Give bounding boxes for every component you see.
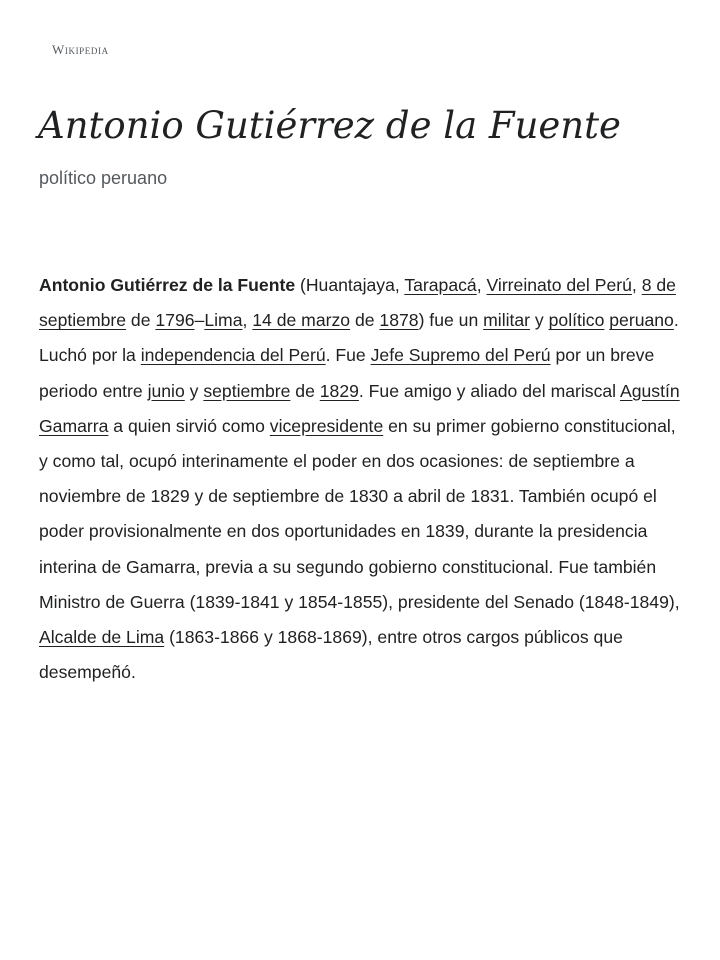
link-tarapaca[interactable]: Tarapacá: [404, 275, 477, 295]
paragraph-text: por un breve periodo entre: [39, 345, 655, 401]
link-peruano[interactable]: peruano: [609, 310, 674, 331]
paragraph-text: ,: [476, 275, 487, 295]
paragraph-text: de: [126, 310, 156, 331]
paragraph-text: –: [194, 310, 205, 331]
link-militar[interactable]: militar: [483, 310, 531, 331]
paragraph-text: en su primer gobierno constitucional, y como tal, ocupó interinamente el poder en dos ocasiones: de septiembre a noviembre de 1829 y de septiembre de 1830 a abril de 1831. También ocupó el poder provisionalmente en dos oportunidades en 1839, durante la presidencia interina de Gamarra, previa a su segundo gobierno constitucional. Fue también Ministro de Guerra (1839-1841 y 1854-1855), presidente del Senado (1848-1849),: [39, 415, 680, 612]
paragraph-text: . Luchó por la: [39, 310, 679, 366]
link-birth-year[interactable]: 1796: [155, 310, 195, 331]
paragraph-text: . Fue amigo y aliado del mariscal: [358, 380, 620, 401]
link-alcalde-de-lima[interactable]: Alcalde de Lima: [39, 627, 165, 648]
paragraph-text: (Huantajaya,: [295, 275, 405, 295]
link-death-year[interactable]: 1878: [379, 310, 419, 331]
paragraph-text: ,: [242, 310, 253, 331]
page-title: Antonio Gutiérrez de la Fuente: [38, 104, 621, 147]
link-birth-date[interactable]: 8 de septiembre: [39, 275, 676, 331]
page-subtitle: político peruano: [39, 168, 168, 188]
paragraph-text: de: [350, 310, 380, 331]
paragraph-text: . Fue: [325, 345, 371, 366]
link-jefe-supremo-del-peru[interactable]: Jefe Supremo del Perú: [370, 345, 551, 366]
intro-paragraph: [39, 268, 687, 690]
link-1829[interactable]: 1829: [319, 380, 359, 401]
paragraph-text: a quien sirvió como: [108, 415, 270, 436]
wikipedia-wordmark[interactable]: Wikipedia: [52, 42, 109, 57]
link-vicepresidente[interactable]: vicepresidente: [269, 415, 384, 436]
link-politico[interactable]: político: [548, 310, 605, 331]
paragraph-text: ) fue un: [418, 310, 484, 331]
link-independencia-del-peru[interactable]: independencia del Perú: [140, 345, 326, 366]
paragraph-text: de: [290, 380, 320, 401]
paragraph-text: ,: [631, 275, 642, 295]
link-virreinato-del-peru[interactable]: Virreinato del Perú: [486, 275, 632, 295]
link-lima[interactable]: Lima: [204, 310, 243, 331]
link-death-date[interactable]: 14 de marzo: [252, 310, 351, 331]
link-septiembre[interactable]: septiembre: [203, 380, 291, 401]
link-junio[interactable]: junio: [147, 380, 185, 401]
paragraph-text: (1863-1866 y 1868-1869), entre otros cargos públicos que desempeñó.: [39, 627, 623, 683]
article-subject: Antonio Gutiérrez de la Fuente: [39, 275, 296, 295]
link-agustin-gamarra[interactable]: Agustín Gamarra: [39, 380, 680, 436]
paragraph-text: y: [184, 380, 204, 401]
paragraph-text: y: [530, 310, 549, 331]
